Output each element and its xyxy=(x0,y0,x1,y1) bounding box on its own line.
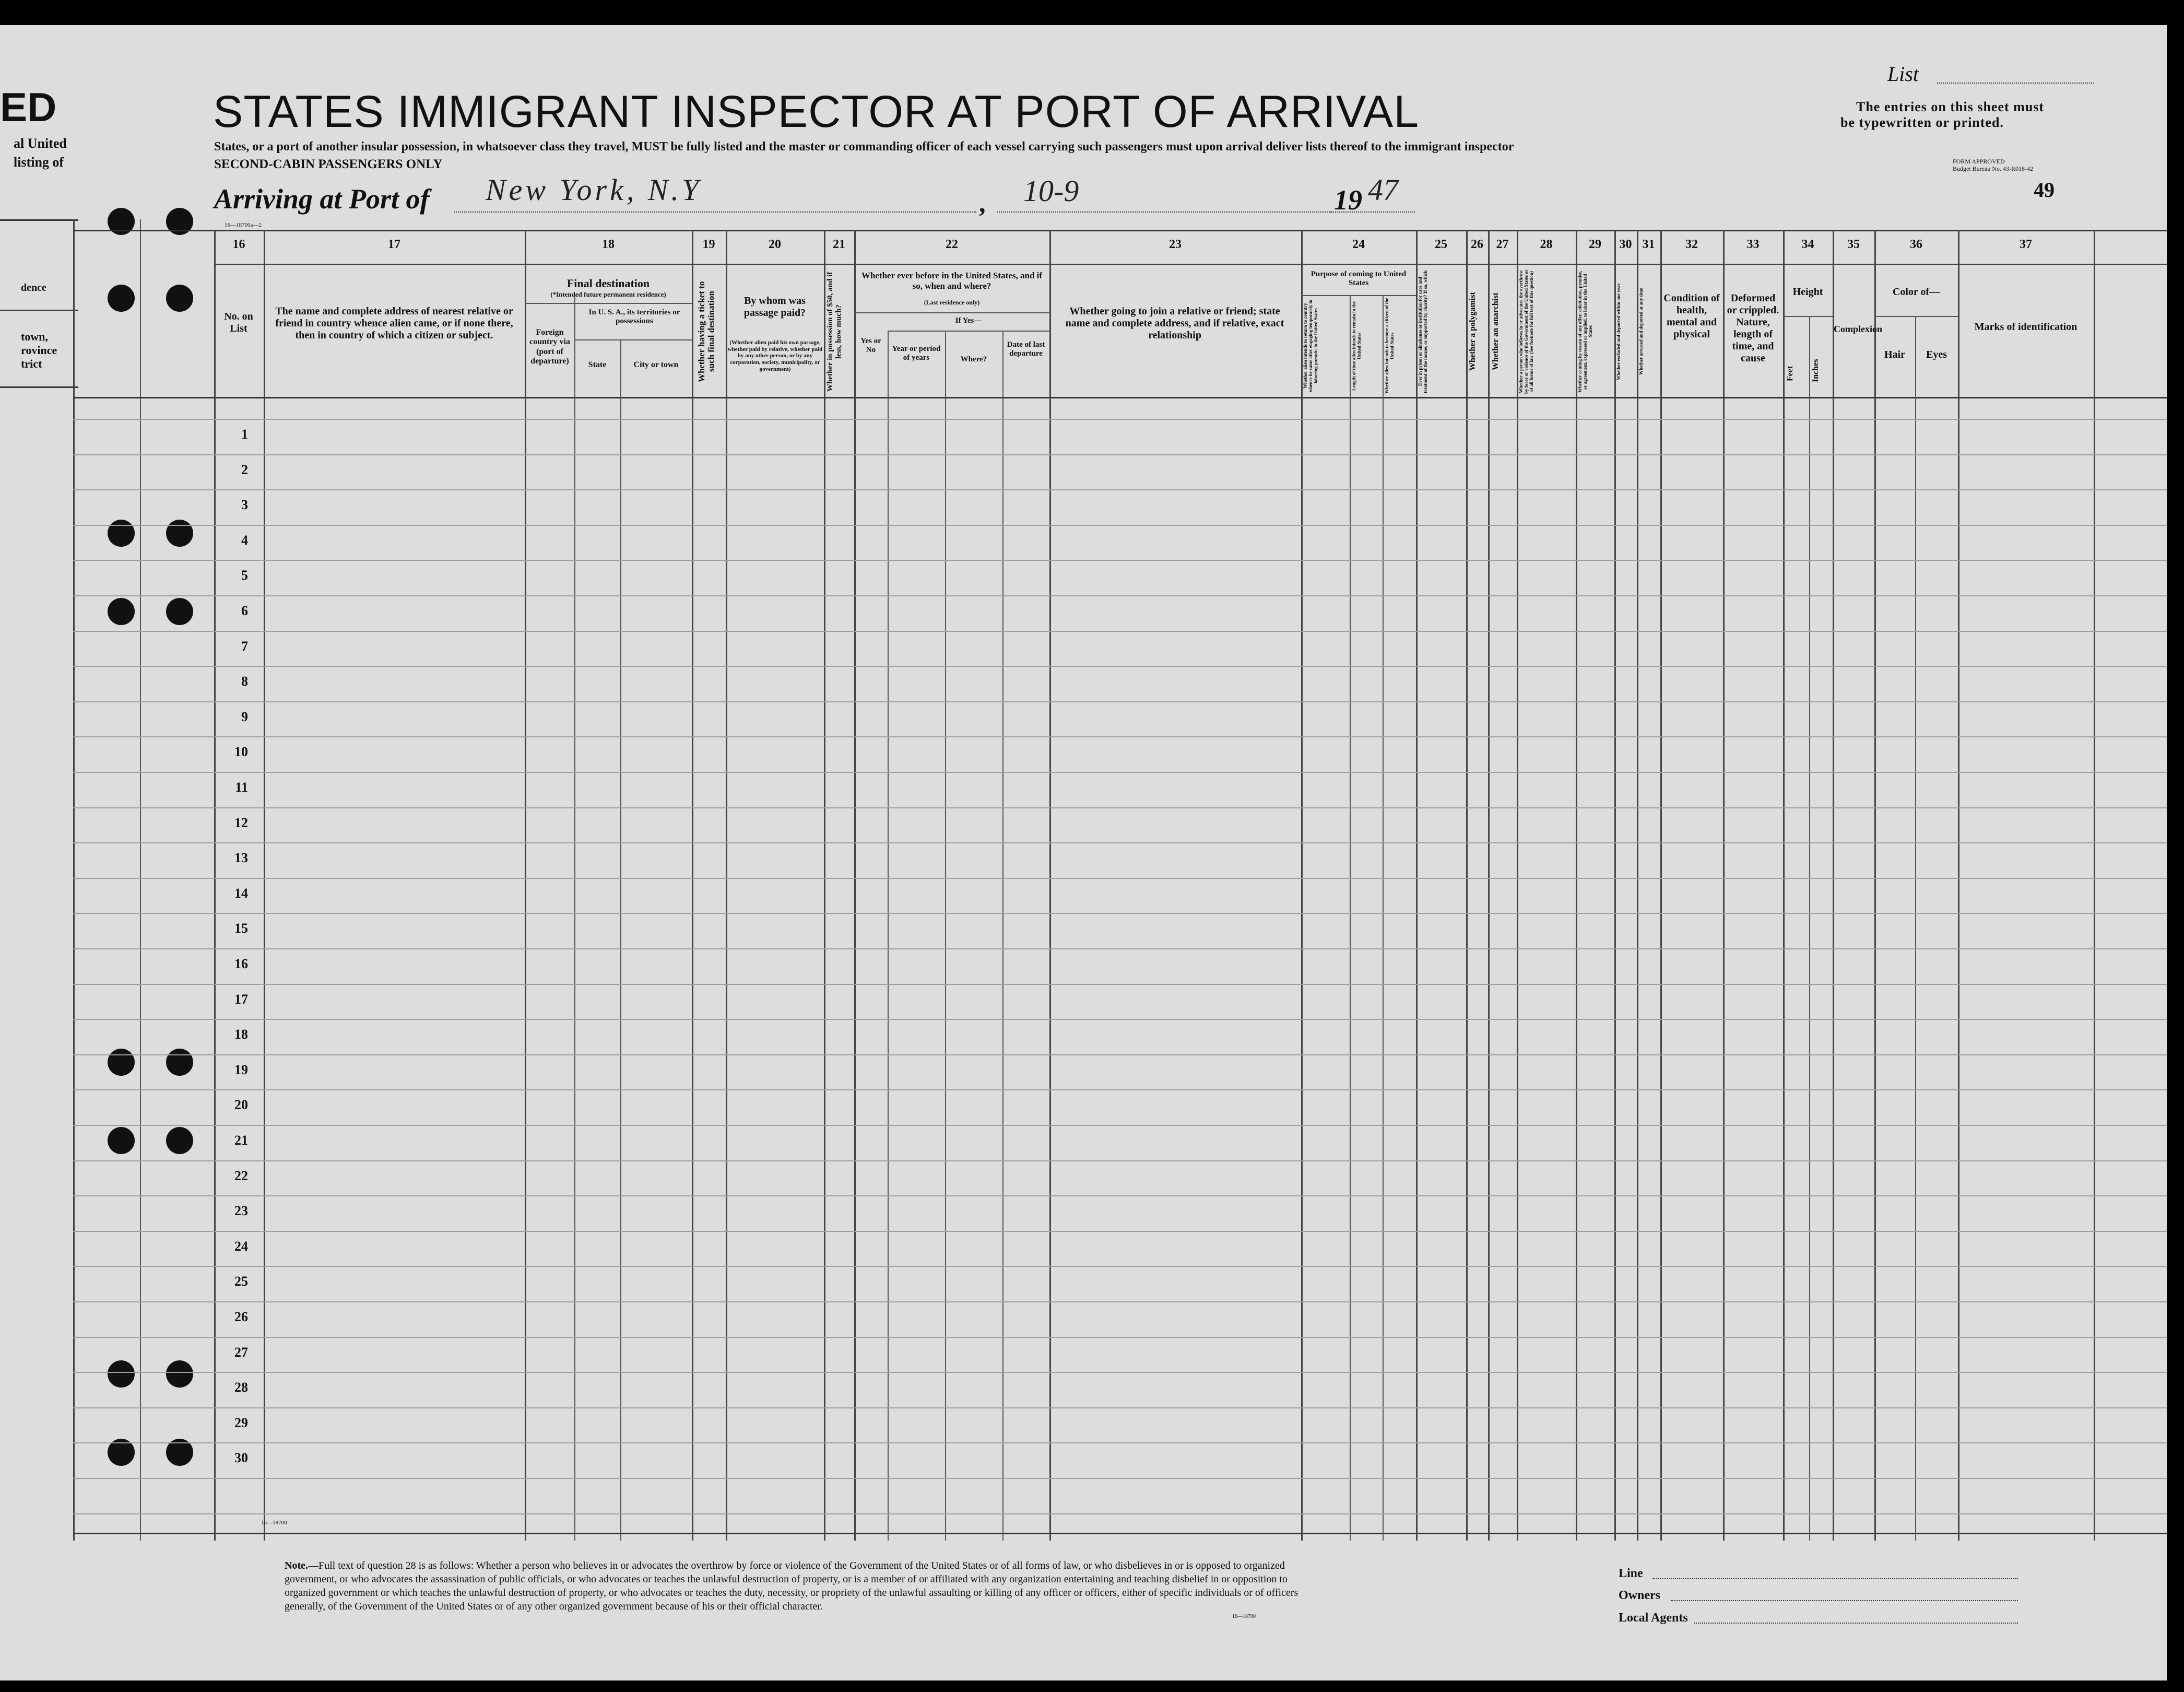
row-number: 6 xyxy=(241,603,248,618)
header-height: Height xyxy=(1792,286,1823,298)
row-rule xyxy=(73,1054,2167,1055)
column-number: 22 xyxy=(946,238,958,251)
binder-hole xyxy=(108,285,135,312)
subheader-rule xyxy=(888,331,1049,332)
row-rule xyxy=(73,1019,2167,1020)
note-text: —Full text of question 28 is as follows: Whether a person who believes in or advocates the overthrow by force or violence of the Government of the United States or of all forms of law, or who disbelieves in or is opposed to organized government, or who advocates the assassination of public officials, or who advocates or teaches the unlawful destruction of property, or is a member of or affiliated with any organization entertaining and teaching disbelief in or opposition to organized government or which teaches the unlawful destruction of property, or who advocates or teaches the duty, necessity, or propriety of the unlawful assaulting or killing of any officer or officers, either of specific individuals or of officers generally, of the Government of the United States or of any other organized government because of his or their official character. xyxy=(285,1560,1298,1612)
row-number: 12 xyxy=(234,815,248,830)
row-rule xyxy=(73,878,2167,879)
col-line xyxy=(1466,230,1468,1541)
col-line xyxy=(1915,316,1916,1541)
header-ticket: Whether having a ticket to such final destination xyxy=(696,281,716,382)
line-field xyxy=(1652,1578,2018,1579)
header-hair: Hair xyxy=(1884,349,1905,360)
binder-hole xyxy=(108,1360,135,1388)
header-inches: Inches xyxy=(1811,359,1820,383)
row-rule xyxy=(73,1125,2167,1126)
col-line xyxy=(264,230,265,1541)
column-number: 32 xyxy=(1685,238,1698,251)
row-number: 28 xyxy=(234,1380,248,1395)
column-number: 29 xyxy=(1589,238,1601,251)
row-rule xyxy=(73,1513,2167,1514)
header-feet: Feet xyxy=(1786,366,1795,381)
date-value: 10-9 xyxy=(1023,174,1079,208)
left-page-line1: al United xyxy=(14,136,67,151)
row-rule xyxy=(73,1195,2167,1196)
row-rule xyxy=(73,1231,2167,1232)
header-eyes: Eyes xyxy=(1926,349,1947,360)
row-number: 3 xyxy=(241,497,248,512)
subheader-rule xyxy=(854,312,1049,313)
row-rule xyxy=(73,1089,2167,1090)
left-page-col-town: town, xyxy=(21,330,48,343)
row-number: 22 xyxy=(234,1168,248,1183)
header-color-of: Color of— xyxy=(1892,286,1940,298)
table-top-border xyxy=(73,230,2167,231)
col-line xyxy=(1833,230,1834,1541)
arriving-label: Arriving at Port of xyxy=(214,183,430,215)
row-rule xyxy=(73,1301,2167,1302)
subheader-rule xyxy=(1301,295,1416,296)
left-page-rule xyxy=(0,219,78,221)
binder-hole xyxy=(108,520,135,547)
header-in-usa: In U. S. A., its territories or possessions xyxy=(588,308,680,326)
col-line xyxy=(726,230,727,1541)
row-rule xyxy=(73,1337,2167,1338)
binder-hole xyxy=(166,1360,193,1388)
row-rule xyxy=(73,1442,2167,1443)
row-rule xyxy=(73,419,2167,420)
gutter-line xyxy=(140,219,141,1541)
header-date-last-departure: Date of last departure xyxy=(1007,340,1045,358)
header-passage-paid-note: (Whether alien paid his own passage, whether paid by relative, whether paid by any other person, or by any corporation, society, municipality, or government) xyxy=(727,339,823,372)
column-number: 21 xyxy=(833,238,845,251)
row-number: 8 xyxy=(241,674,248,689)
year-suffix: 47 xyxy=(1368,173,1398,207)
header-possession-50: Whether in possession of $50, and if less, how much? xyxy=(826,272,843,392)
column-number: 26 xyxy=(1471,238,1483,251)
column-number: 19 xyxy=(702,238,715,251)
column-number: 34 xyxy=(1801,238,1814,251)
left-page-rule xyxy=(0,386,78,388)
col-line xyxy=(1049,230,1051,1541)
col-line xyxy=(1488,230,1490,1541)
row-number: 4 xyxy=(241,533,248,548)
left-page-col-district: trict xyxy=(21,357,42,370)
form-code: 16—18700a—2 xyxy=(225,222,262,228)
col-line xyxy=(824,230,825,1541)
typewritten-note-2: be typewritten or printed. xyxy=(1840,115,2004,130)
row-number: 20 xyxy=(234,1097,248,1112)
row-rule xyxy=(73,1372,2167,1373)
column-number: 18 xyxy=(602,238,615,251)
row-number: 11 xyxy=(235,780,248,795)
left-page-col-line xyxy=(73,219,75,1541)
binder-hole xyxy=(166,1127,193,1154)
header-yes-or-no: Yes or No xyxy=(860,337,881,355)
note-label: Note. xyxy=(285,1560,308,1571)
binder-hole xyxy=(166,520,193,547)
list-field-line xyxy=(1937,83,2094,84)
typewritten-note-1: The entries on this sheet must xyxy=(1856,99,2045,114)
col-line xyxy=(1637,230,1638,1541)
page-number: 49 xyxy=(2034,178,2055,202)
row-number: 23 xyxy=(234,1203,248,1218)
left-page-col-residence: dence xyxy=(21,282,46,293)
header-last-residence: (Last residence only) xyxy=(924,299,980,306)
col-line xyxy=(525,230,526,1541)
col-line xyxy=(1383,295,1384,1541)
col-line xyxy=(1002,332,1004,1541)
local-agents-field xyxy=(1694,1623,2018,1624)
owners-field xyxy=(1671,1600,2018,1601)
binder-hole xyxy=(166,598,193,625)
budget-bureau-number: Budget Bureau No. 43-R018-42 xyxy=(1953,165,2033,172)
colnum-row-border xyxy=(214,264,2167,265)
port-value: New York, N.Y xyxy=(486,173,702,207)
header-prison: Ever in prison or almshouse or institution for care and treatment of the insane, or supported by charity? If so, which xyxy=(1418,270,1428,393)
row-rule xyxy=(73,948,2167,949)
row-number: 25 xyxy=(234,1274,248,1289)
header-condition: Condition of health, mental and physical xyxy=(1663,292,1720,340)
column-number: 20 xyxy=(769,238,781,251)
col-line xyxy=(574,295,575,1541)
row-rule xyxy=(73,525,2167,526)
row-rule xyxy=(73,1160,2167,1161)
row-number: 13 xyxy=(234,850,248,865)
header-polygamist: Whether a polygamist xyxy=(1468,292,1477,371)
header-where: Where? xyxy=(960,355,987,363)
col-line xyxy=(692,230,693,1541)
header-anarchist: Whether an anarchist xyxy=(1491,292,1500,371)
row-number: 21 xyxy=(234,1133,248,1148)
binder-hole xyxy=(166,285,193,312)
binder-hole xyxy=(166,1049,193,1076)
row-number: 14 xyxy=(234,886,248,901)
row-rule xyxy=(73,1266,2167,1267)
row-rule xyxy=(73,560,2167,561)
question-28-note xyxy=(285,1559,1329,1613)
col-line xyxy=(1416,230,1418,1541)
col-line xyxy=(945,332,946,1541)
row-number: 15 xyxy=(234,921,248,936)
col-line xyxy=(1576,230,1577,1541)
header-deformed: Deformed or crippled. Nature, length of time, and cause xyxy=(1727,292,1779,364)
col-line xyxy=(1350,295,1351,1541)
row-number: 27 xyxy=(234,1345,248,1360)
row-rule xyxy=(73,595,2167,596)
row-number: 19 xyxy=(234,1062,248,1077)
header-purpose-return: Whether alien intends to return to country whence he came after engaging temporarily in laboring pursuits in the United States xyxy=(1303,299,1318,393)
column-number: 16 xyxy=(232,238,245,251)
left-page-fragment-title: ED xyxy=(0,84,57,130)
row-number: 24 xyxy=(234,1239,248,1254)
left-page-rule xyxy=(0,310,78,311)
note-code: 16—18700 xyxy=(1232,1614,1256,1619)
subheader-rule xyxy=(574,339,692,340)
row-number: 1 xyxy=(241,427,248,442)
row-rule xyxy=(73,1407,2167,1408)
manifest-sheet xyxy=(0,25,2167,1681)
header-state: State xyxy=(588,360,607,369)
col-line xyxy=(1783,230,1785,1541)
form-approved: FORM APPROVED xyxy=(1953,158,2005,165)
row-rule xyxy=(73,454,2167,455)
header-final-destination-note: (*Intended future permanent residence) xyxy=(550,290,666,298)
row-number: 7 xyxy=(241,639,248,654)
row-rule xyxy=(73,736,2167,737)
form-subtitle: States, or a port of another insular possession, in whatsoever class they travel, MUST be fully listed and the master or commanding officer of each vessel carrying such passengers must upon arrival deliver lists thereof to the immigrant inspector xyxy=(214,140,1514,154)
header-purpose-length: Length of time alien intends to remain in the United States xyxy=(1351,301,1362,391)
header-question-29: Whether coming by reason of any offer, solicitation, promise, or agreement, expressed or implied, to labor in the United States xyxy=(1577,271,1593,393)
binder-hole xyxy=(108,1127,135,1154)
form-title: STATES IMMIGRANT INSPECTOR AT PORT OF ARRIVAL xyxy=(213,87,1420,137)
column-number: 36 xyxy=(1910,238,1922,251)
col-line xyxy=(1301,230,1303,1541)
row-number: 18 xyxy=(234,1027,248,1042)
col-line xyxy=(1958,230,1959,1541)
header-final-destination: Final destination xyxy=(566,277,650,290)
subheader-rule xyxy=(1874,316,1958,317)
header-nearest-relative: The name and complete address of nearest relative or friend in country whence alien came, or if none there, then in country of which a citizen or subject. xyxy=(275,306,513,341)
header-question-30: Whether excluded and deported within one year xyxy=(1616,283,1621,380)
row-rule xyxy=(73,807,2167,808)
header-question-28: Whether a person who believes in or advocates the overthrow by force or violence of the Government of the United States or of all forms of law (See footnote for full text of this question) xyxy=(1518,269,1534,394)
row-rule xyxy=(73,489,2167,490)
column-number: 24 xyxy=(1352,238,1365,251)
col-line xyxy=(1517,230,1518,1541)
header-going-to-join: Whether going to join a relative or friend; state name and complete address, and if relative, exact relationship xyxy=(1065,306,1284,341)
row-number: 9 xyxy=(241,709,248,724)
row-number: 10 xyxy=(234,744,248,759)
row-number: 16 xyxy=(234,956,248,971)
header-year-period: Year or period of years xyxy=(892,345,941,362)
col-line xyxy=(1614,230,1616,1541)
row-number: 26 xyxy=(234,1309,248,1324)
binder-hole xyxy=(108,1049,135,1076)
header-purpose-citizen: Whether alien intends to become a citizen of the United States xyxy=(1384,298,1395,394)
passenger-class: SECOND-CABIN PASSENGERS ONLY xyxy=(214,157,443,171)
column-number: 30 xyxy=(1619,238,1632,251)
column-number: 31 xyxy=(1642,238,1655,251)
port-field-line xyxy=(454,212,976,213)
row-rule xyxy=(73,631,2167,632)
column-number: 25 xyxy=(1435,238,1447,251)
column-number: 33 xyxy=(1746,238,1760,251)
column-number: 35 xyxy=(1847,238,1860,251)
col-line xyxy=(1809,316,1810,1541)
date-field-line xyxy=(997,212,1331,213)
header-passage-paid: By whom was passage paid? xyxy=(743,295,806,319)
col-line xyxy=(1660,230,1662,1541)
header-complexion: Complexion xyxy=(1834,324,1883,334)
header-ever-before: Whether ever before in the United States, and if so, when and where? xyxy=(861,271,1043,291)
header-bottom-border xyxy=(73,397,2167,398)
row-rule xyxy=(73,1478,2167,1479)
header-city-or-town: City or town xyxy=(633,360,679,369)
header-question-31: Whether arrested and deported at any time xyxy=(1638,288,1644,375)
row-rule xyxy=(73,842,2167,843)
col-line xyxy=(888,332,889,1541)
header-if-yes: If Yes— xyxy=(955,316,982,325)
row-number: 2 xyxy=(241,462,248,477)
col-line xyxy=(854,230,856,1541)
year-field-line xyxy=(1331,212,1415,213)
row-number: 17 xyxy=(234,992,248,1007)
row-number: 29 xyxy=(234,1415,248,1430)
row-rule xyxy=(73,984,2167,985)
header-foreign-country: Foreign country via (port of departure) xyxy=(529,328,570,366)
column-number: 28 xyxy=(1540,238,1553,251)
col-line xyxy=(1874,230,1876,1541)
row-rule xyxy=(73,666,2167,667)
year-prefix: 19 xyxy=(1334,184,1362,216)
row-rule xyxy=(73,701,2167,702)
column-number: 27 xyxy=(1496,238,1509,251)
header-marks: Marks of identification xyxy=(1974,321,2077,333)
left-page-line2: listing of xyxy=(14,155,64,170)
header-no-on-list: No. on List xyxy=(224,311,253,334)
row-number: 5 xyxy=(241,568,248,583)
left-page-col-province: rovince xyxy=(21,344,57,357)
list-label: List xyxy=(1887,62,1919,86)
row-rule xyxy=(73,772,2167,773)
table-footer-code: 16—18700 xyxy=(261,1520,287,1526)
comma: , xyxy=(979,189,986,218)
row-number: 30 xyxy=(234,1450,248,1465)
column-number: 17 xyxy=(388,238,400,251)
col-line xyxy=(2094,230,2095,1541)
col-line xyxy=(1723,230,1725,1541)
table-bottom-border xyxy=(73,1533,2167,1534)
subheader-rule xyxy=(525,303,692,304)
line-label: Line xyxy=(1619,1567,1643,1580)
row-rule xyxy=(73,913,2167,914)
owners-label: Owners xyxy=(1619,1589,1660,1602)
subheader-rule xyxy=(1783,316,1833,317)
local-agents-label: Local Agents xyxy=(1619,1611,1688,1625)
column-number: 23 xyxy=(1169,238,1182,251)
col-line xyxy=(620,339,621,1541)
header-purpose: Purpose of coming to United States xyxy=(1311,270,1407,288)
binder-hole xyxy=(108,598,135,625)
column-number: 37 xyxy=(2020,238,2032,251)
